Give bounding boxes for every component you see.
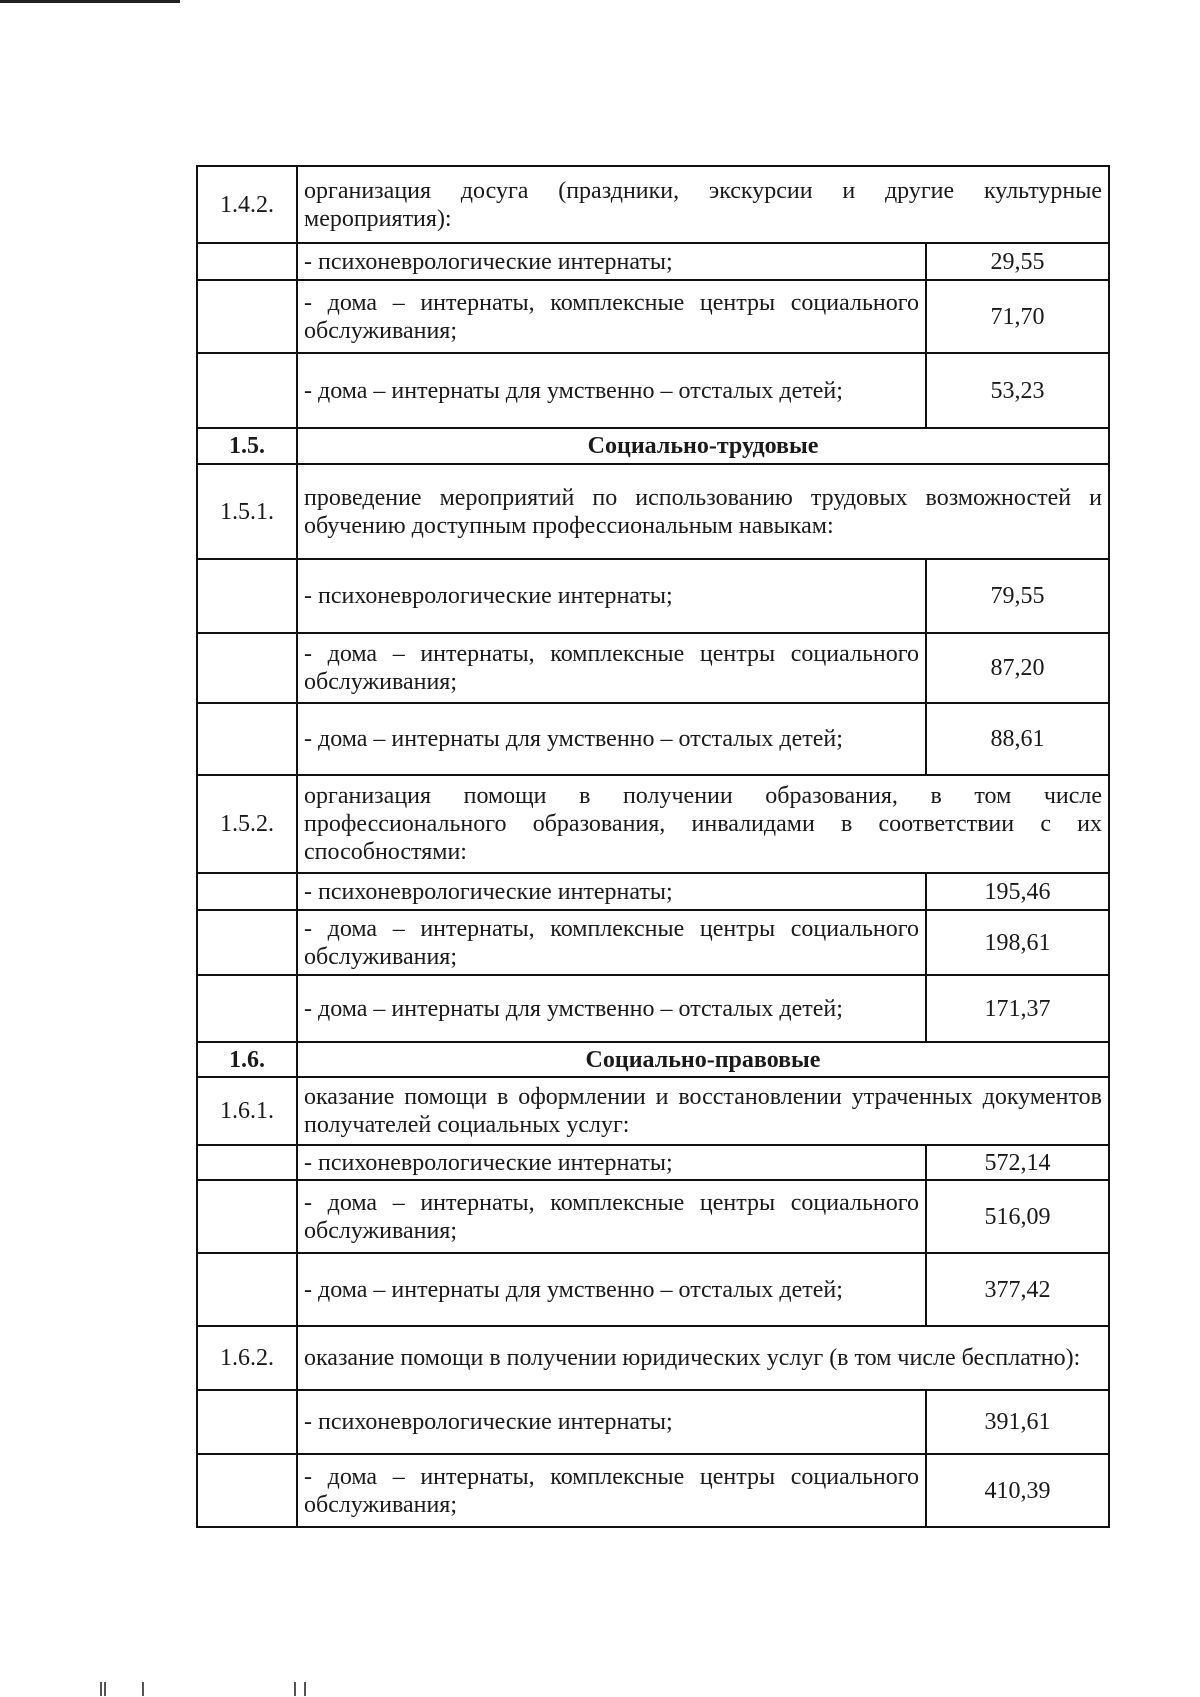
institution-type: - дома – интернаты, комплексные центры социального обслуживания; <box>297 910 926 975</box>
scan-artifact <box>100 1682 102 1696</box>
institution-type: - дома – интернаты, комплексные центры социального обслуживания; <box>297 280 926 353</box>
table-row <box>197 1077 1109 1145</box>
tariff-value: 516,09 <box>926 1180 1109 1253</box>
empty-cell <box>197 353 297 428</box>
table-row <box>197 975 1109 1042</box>
table-row <box>197 1180 1109 1253</box>
table-row <box>197 464 1109 559</box>
empty-cell <box>197 280 297 353</box>
tariff-value: 29,55 <box>926 243 1109 280</box>
scan-edge-mark <box>0 0 180 3</box>
tariff-value: 79,55 <box>926 559 1109 633</box>
institution-type: - дома – интернаты для умственно – отсталых детей; <box>297 703 926 775</box>
empty-cell <box>197 1180 297 1253</box>
item-number: 1.5.2. <box>197 775 297 873</box>
empty-cell <box>197 1454 297 1527</box>
table-row <box>197 353 1109 428</box>
empty-cell <box>197 559 297 633</box>
item-number: 1.5.1. <box>197 464 297 559</box>
tariff-value: 171,37 <box>926 975 1109 1042</box>
table-row <box>197 703 1109 775</box>
institution-type: - дома – интернаты, комплексные центры социального обслуживания; <box>297 1180 926 1253</box>
section-title: Социально-правовые <box>297 1042 1109 1077</box>
tariff-value: 377,42 <box>926 1253 1109 1326</box>
tariff-value: 87,20 <box>926 633 1109 703</box>
section-title: Социально-трудовые <box>297 428 1109 464</box>
scan-artifact <box>142 1682 144 1696</box>
institution-type: - дома – интернаты, комплексные центры социального обслуживания; <box>297 1454 926 1527</box>
table-row <box>197 166 1109 243</box>
empty-cell <box>197 1390 297 1454</box>
section-row <box>197 1042 1109 1077</box>
empty-cell <box>197 703 297 775</box>
institution-type: - психоневрологические интернаты; <box>297 559 926 633</box>
section-number: 1.5. <box>197 428 297 464</box>
empty-cell <box>197 910 297 975</box>
item-description: проведение мероприятий по использованию трудовых возможностей и обучению доступным профессиональным навыкам: <box>297 464 1109 559</box>
item-number: 1.6.1. <box>197 1077 297 1145</box>
table-row <box>197 243 1109 280</box>
tariff-value: 391,61 <box>926 1390 1109 1454</box>
empty-cell <box>197 975 297 1042</box>
section-number: 1.6. <box>197 1042 297 1077</box>
empty-cell <box>197 243 297 280</box>
scan-artifact <box>294 1682 296 1696</box>
table-row <box>197 775 1109 873</box>
item-description: организация досуга (праздники, экскурсии и другие культурные мероприятия): <box>297 166 1109 243</box>
section-row <box>197 428 1109 464</box>
table-row <box>197 1390 1109 1454</box>
institution-type: - психоневрологические интернаты; <box>297 873 926 910</box>
tariff-table <box>196 165 1110 1528</box>
institution-type: - дома – интернаты для умственно – отсталых детей; <box>297 1253 926 1326</box>
item-description: оказание помощи в получении юридических услуг (в том числе бесплатно): <box>297 1326 1109 1390</box>
scan-artifact <box>304 1682 306 1696</box>
item-number: 1.6.2. <box>197 1326 297 1390</box>
table-row <box>197 559 1109 633</box>
tariff-value: 195,46 <box>926 873 1109 910</box>
tariff-value: 410,39 <box>926 1454 1109 1527</box>
table-row <box>197 1253 1109 1326</box>
institution-type: - дома – интернаты, комплексные центры социального обслуживания; <box>297 633 926 703</box>
institution-type: - дома – интернаты для умственно – отсталых детей; <box>297 353 926 428</box>
tariff-value: 572,14 <box>926 1145 1109 1180</box>
institution-type: - психоневрологические интернаты; <box>297 1390 926 1454</box>
empty-cell <box>197 873 297 910</box>
table-row <box>197 1454 1109 1527</box>
item-description: организация помощи в получении образования, в том числе профессионального образования, инвалидами в соответствии с их способностями: <box>297 775 1109 873</box>
scan-artifact <box>104 1682 106 1696</box>
empty-cell <box>197 1145 297 1180</box>
table-row <box>197 1326 1109 1390</box>
table-row <box>197 910 1109 975</box>
tariff-value: 88,61 <box>926 703 1109 775</box>
institution-type: - психоневрологические интернаты; <box>297 243 926 280</box>
institution-type: - психоневрологические интернаты; <box>297 1145 926 1180</box>
table-row <box>197 633 1109 703</box>
empty-cell <box>197 1253 297 1326</box>
tariff-value: 198,61 <box>926 910 1109 975</box>
table-row <box>197 873 1109 910</box>
table-row <box>197 1145 1109 1180</box>
empty-cell <box>197 633 297 703</box>
item-description: оказание помощи в оформлении и восстановлении утраченных документов получателей социальных услуг: <box>297 1077 1109 1145</box>
table-row <box>197 280 1109 353</box>
institution-type: - дома – интернаты для умственно – отсталых детей; <box>297 975 926 1042</box>
item-number: 1.4.2. <box>197 166 297 243</box>
tariff-value: 53,23 <box>926 353 1109 428</box>
tariff-value: 71,70 <box>926 280 1109 353</box>
